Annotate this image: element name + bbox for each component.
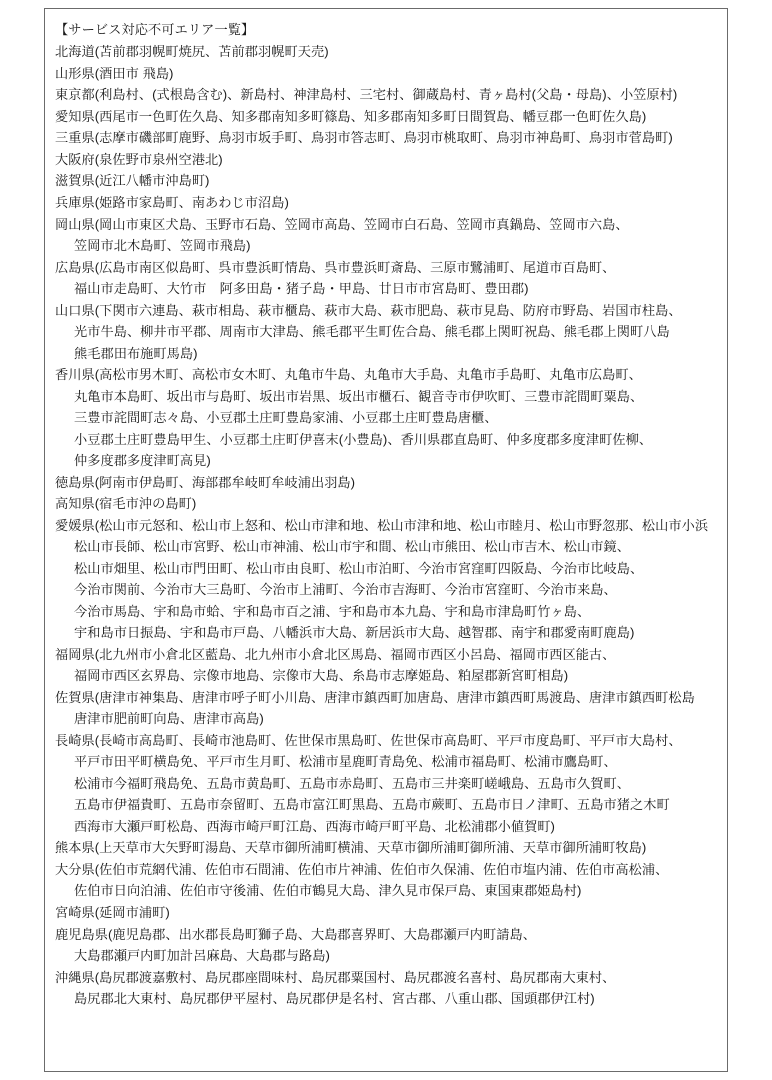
area-entry-line: 高知県(宿毛市沖の島町) bbox=[55, 496, 197, 512]
area-entry-line: 島尻郡北大東村、島尻郡伊平屋村、島尻郡伊是名村、宮古郡、八重山郡、国頭郡伊江村) bbox=[74, 991, 595, 1007]
area-entry-line: 佐伯市日向泊浦、佐伯市守後浦、佐伯市鶴見大島、津久見市保戸島、東国東郡姫島村) bbox=[74, 883, 582, 899]
area-entry-line: 北海道(苫前郡羽幌町焼尻、苫前郡羽幌町天売) bbox=[55, 44, 329, 60]
area-entry-line: 松浦市今福町飛島免、五島市黄島町、五島市赤島町、五島市三井楽町嵯峨島、五島市久賀町、 bbox=[74, 775, 630, 791]
area-entry-line: 宇和島市日振島、宇和島市戸島、八幡浜市大島、新居浜市大島、越智郡、南宇和郡愛南町鹿島) bbox=[74, 625, 635, 641]
area-entry-line: 五島市伊福貴町、五島市奈留町、五島市富江町黒島、五島市蕨町、五島市日ノ津町、五島市猪之木町 bbox=[74, 797, 670, 813]
area-entry-line: 熊本県(上天草市大矢野町湯島、天草市御所浦町横浦、天草市御所浦町御所浦、天草市御所浦町牧島) bbox=[55, 840, 647, 856]
area-entry-line: 香川県(高松市男木町、高松市女木町、丸亀市牛島、丸亀市大手島、丸亀市手島町、丸亀市広島町、 bbox=[55, 367, 642, 383]
area-entry-line: 沖縄県(島尻郡渡嘉敷村、島尻郡座間味村、島尻郡粟国村、島尻郡渡名喜村、島尻郡南大東村、 bbox=[55, 969, 616, 985]
area-entry-line: 平戸市田平町横島免、平戸市生月町、松浦市星鹿町青島免、松浦市福島町、松浦市鷹島町、 bbox=[74, 754, 617, 770]
area-entry-line: 宮崎県(延岡市浦町) bbox=[55, 905, 170, 920]
area-entry bbox=[55, 730, 719, 838]
area-entry-line: 岡山県(岡山市東区犬島、玉野市石島、笠岡市高島、笠岡市白石島、笠岡市真鍋島、笠岡市六島、 bbox=[55, 216, 629, 232]
area-entry bbox=[55, 170, 719, 192]
area-entry-line: 仲多度郡多度津町高見) bbox=[74, 453, 211, 469]
area-entry bbox=[55, 837, 719, 859]
area-entry bbox=[55, 472, 719, 494]
area-entry-line: 小豆郡土庄町豊島甲生、小豆郡土庄町伊喜末(小豊島)、香川県郡直島町、仲多度郡多度津町佐柳、 bbox=[74, 431, 653, 447]
area-entry bbox=[55, 515, 719, 644]
area-entry bbox=[55, 493, 719, 515]
area-entry bbox=[55, 127, 719, 149]
area-entry-line: 山形県(酒田市 飛島) bbox=[55, 65, 174, 81]
page-title: 【サービス対応不可エリア一覧】 bbox=[55, 22, 255, 37]
area-entry-line: 滋賀県(近江八幡市沖島町) bbox=[55, 173, 210, 189]
area-entry-line: 広島県(広島市南区似島町、呉市豊浜町情島、呉市豊浜町斎島、三原市鷺浦町、尾道市百島町、 bbox=[55, 259, 616, 275]
area-entry bbox=[55, 84, 719, 106]
area-entry-line: 福山市走島町、大竹市 阿多田島・猪子島・甲島、廿日市市宮島町、豊田郡) bbox=[74, 281, 529, 297]
area-entry-line: 山口県(下関市六連島、萩市相島、萩市櫃島、萩市大島、萩市肥島、萩市見島、防府市野島、岩国市柱島、 bbox=[55, 302, 682, 318]
area-entry bbox=[55, 149, 719, 171]
area-entry bbox=[55, 967, 719, 1010]
area-entry-line: 東京都(利島村、(式根島含む)、新島村、神津島村、三宅村、御蔵島村、青ヶ島村(父島・母島)、小笠原村) bbox=[55, 87, 678, 103]
area-entry-line: 長崎県(長崎市高島町、長崎市池島町、佐世保市黒島町、佐世保市高島町、平戸市度島町、平戸市大島村、 bbox=[55, 732, 682, 748]
area-entry-line: 松山市長師、松山市宮野、松山市神浦、松山市宇和間、松山市熊田、松山市吉木、松山市鏡、 bbox=[74, 539, 630, 555]
area-entry bbox=[55, 300, 719, 365]
area-entry-line: 愛媛県(松山市元怒和、松山市上怒和、松山市津和地、松山市津和地、松山市睦月、松山市野忽那、松山市小浜 bbox=[55, 517, 709, 533]
area-entry-line: 今治市馬島、宇和島市蛤、宇和島市百之浦、宇和島市本九島、宇和島市津島町竹ヶ島、 bbox=[74, 603, 591, 619]
area-entry-line: 鹿児島県(鹿児島郡、出水郡長島町獅子島、大島郡喜界町、大島郡瀬戸内町請島、 bbox=[55, 926, 536, 942]
area-entry bbox=[55, 257, 719, 300]
area-entry-line: 三重県(志摩市磯部町鹿野、鳥羽市坂手町、鳥羽市答志町、鳥羽市桃取町、鳥羽市神島町、鳥羽市菅島町) bbox=[55, 130, 673, 146]
area-entry-line: 松山市畑里、松山市門田町、松山市由良町、松山市泊町、今治市宮窪町四阪島、今治市比岐島、 bbox=[74, 560, 644, 576]
area-entry-line: 大阪府(泉佐野市泉州空港北) bbox=[55, 151, 223, 167]
area-entry bbox=[55, 687, 719, 730]
area-entry-line: 佐賀県(唐津市神集島、唐津市呼子町小川島、唐津市鎮西町加唐島、唐津市鎮西町馬渡島、唐津市鎮西町松島 bbox=[55, 689, 695, 705]
area-entry bbox=[55, 364, 719, 472]
area-entry-line: 徳島県(阿南市伊島町、海部郡牟岐町牟岐浦出羽島) bbox=[55, 474, 356, 490]
area-entry-line: 丸亀市本島町、坂出市与島町、坂出市岩黒、坂出市櫃石、観音寺市伊吹町、三豊市詫間町粟島、 bbox=[74, 388, 644, 404]
area-entry bbox=[55, 902, 719, 924]
area-entry-line: 光市牛島、柳井市平郡、周南市大津島、熊毛郡平生町佐合島、熊毛郡上関町祝島、熊毛郡上関町八島 bbox=[74, 324, 670, 340]
area-entry bbox=[55, 924, 719, 967]
area-entry-line: 大分県(佐伯市荒網代浦、佐伯市石間浦、佐伯市片神浦、佐伯市久保浦、佐伯市塩内浦、佐伯市高松浦、 bbox=[55, 861, 669, 877]
area-entry bbox=[55, 192, 719, 214]
area-entry-line: 兵庫県(姫路市家島町、南あわじ市沼島) bbox=[55, 194, 289, 210]
area-entry-line: 熊毛郡田布施町馬島) bbox=[74, 345, 198, 361]
area-entry-list bbox=[55, 41, 719, 1009]
service-unavailable-area-document bbox=[44, 8, 728, 1072]
area-entry-line: 愛知県(西尾市一色町佐久島、知多郡南知多町篠島、知多郡南知多町日間賀島、幡豆郡一色町佐久島) bbox=[55, 108, 647, 124]
area-entry bbox=[55, 41, 719, 63]
area-entry-line: 福岡県(北九州市小倉北区藍島、北九州市小倉北区馬島、福岡市西区小呂島、福岡市西区能古、 bbox=[55, 646, 616, 662]
area-entry bbox=[55, 106, 719, 128]
area-entry bbox=[55, 63, 719, 85]
area-entry-line: 福岡市西区玄界島、宗像市地島、宗像市大島、糸島市志摩姫島、粕屋郡新宮町相島) bbox=[74, 668, 569, 684]
area-entry bbox=[55, 859, 719, 902]
area-entry-line: 大島郡瀬戸内町加計呂麻島、大島郡与路島) bbox=[74, 948, 330, 964]
area-entry-line: 三豊市詫間町志々島、小豆郡土庄町豊島家浦、小豆郡土庄町豊島唐櫃、 bbox=[74, 410, 498, 426]
area-entry-line: 笠岡市北木島町、笠岡市飛島) bbox=[74, 238, 251, 254]
area-entry-line: 西海市大瀬戸町松島、西海市崎戸町江島、西海市崎戸町平島、北松浦郡小値賀町) bbox=[74, 818, 555, 834]
area-entry bbox=[55, 214, 719, 257]
area-entry-line: 唐津市肥前町向島、唐津市高島) bbox=[74, 711, 264, 727]
area-entry-line: 今治市関前、今治市大三島町、今治市上浦町、今治市吉海町、今治市宮窪町、今治市来島、 bbox=[74, 582, 617, 598]
area-entry bbox=[55, 644, 719, 687]
